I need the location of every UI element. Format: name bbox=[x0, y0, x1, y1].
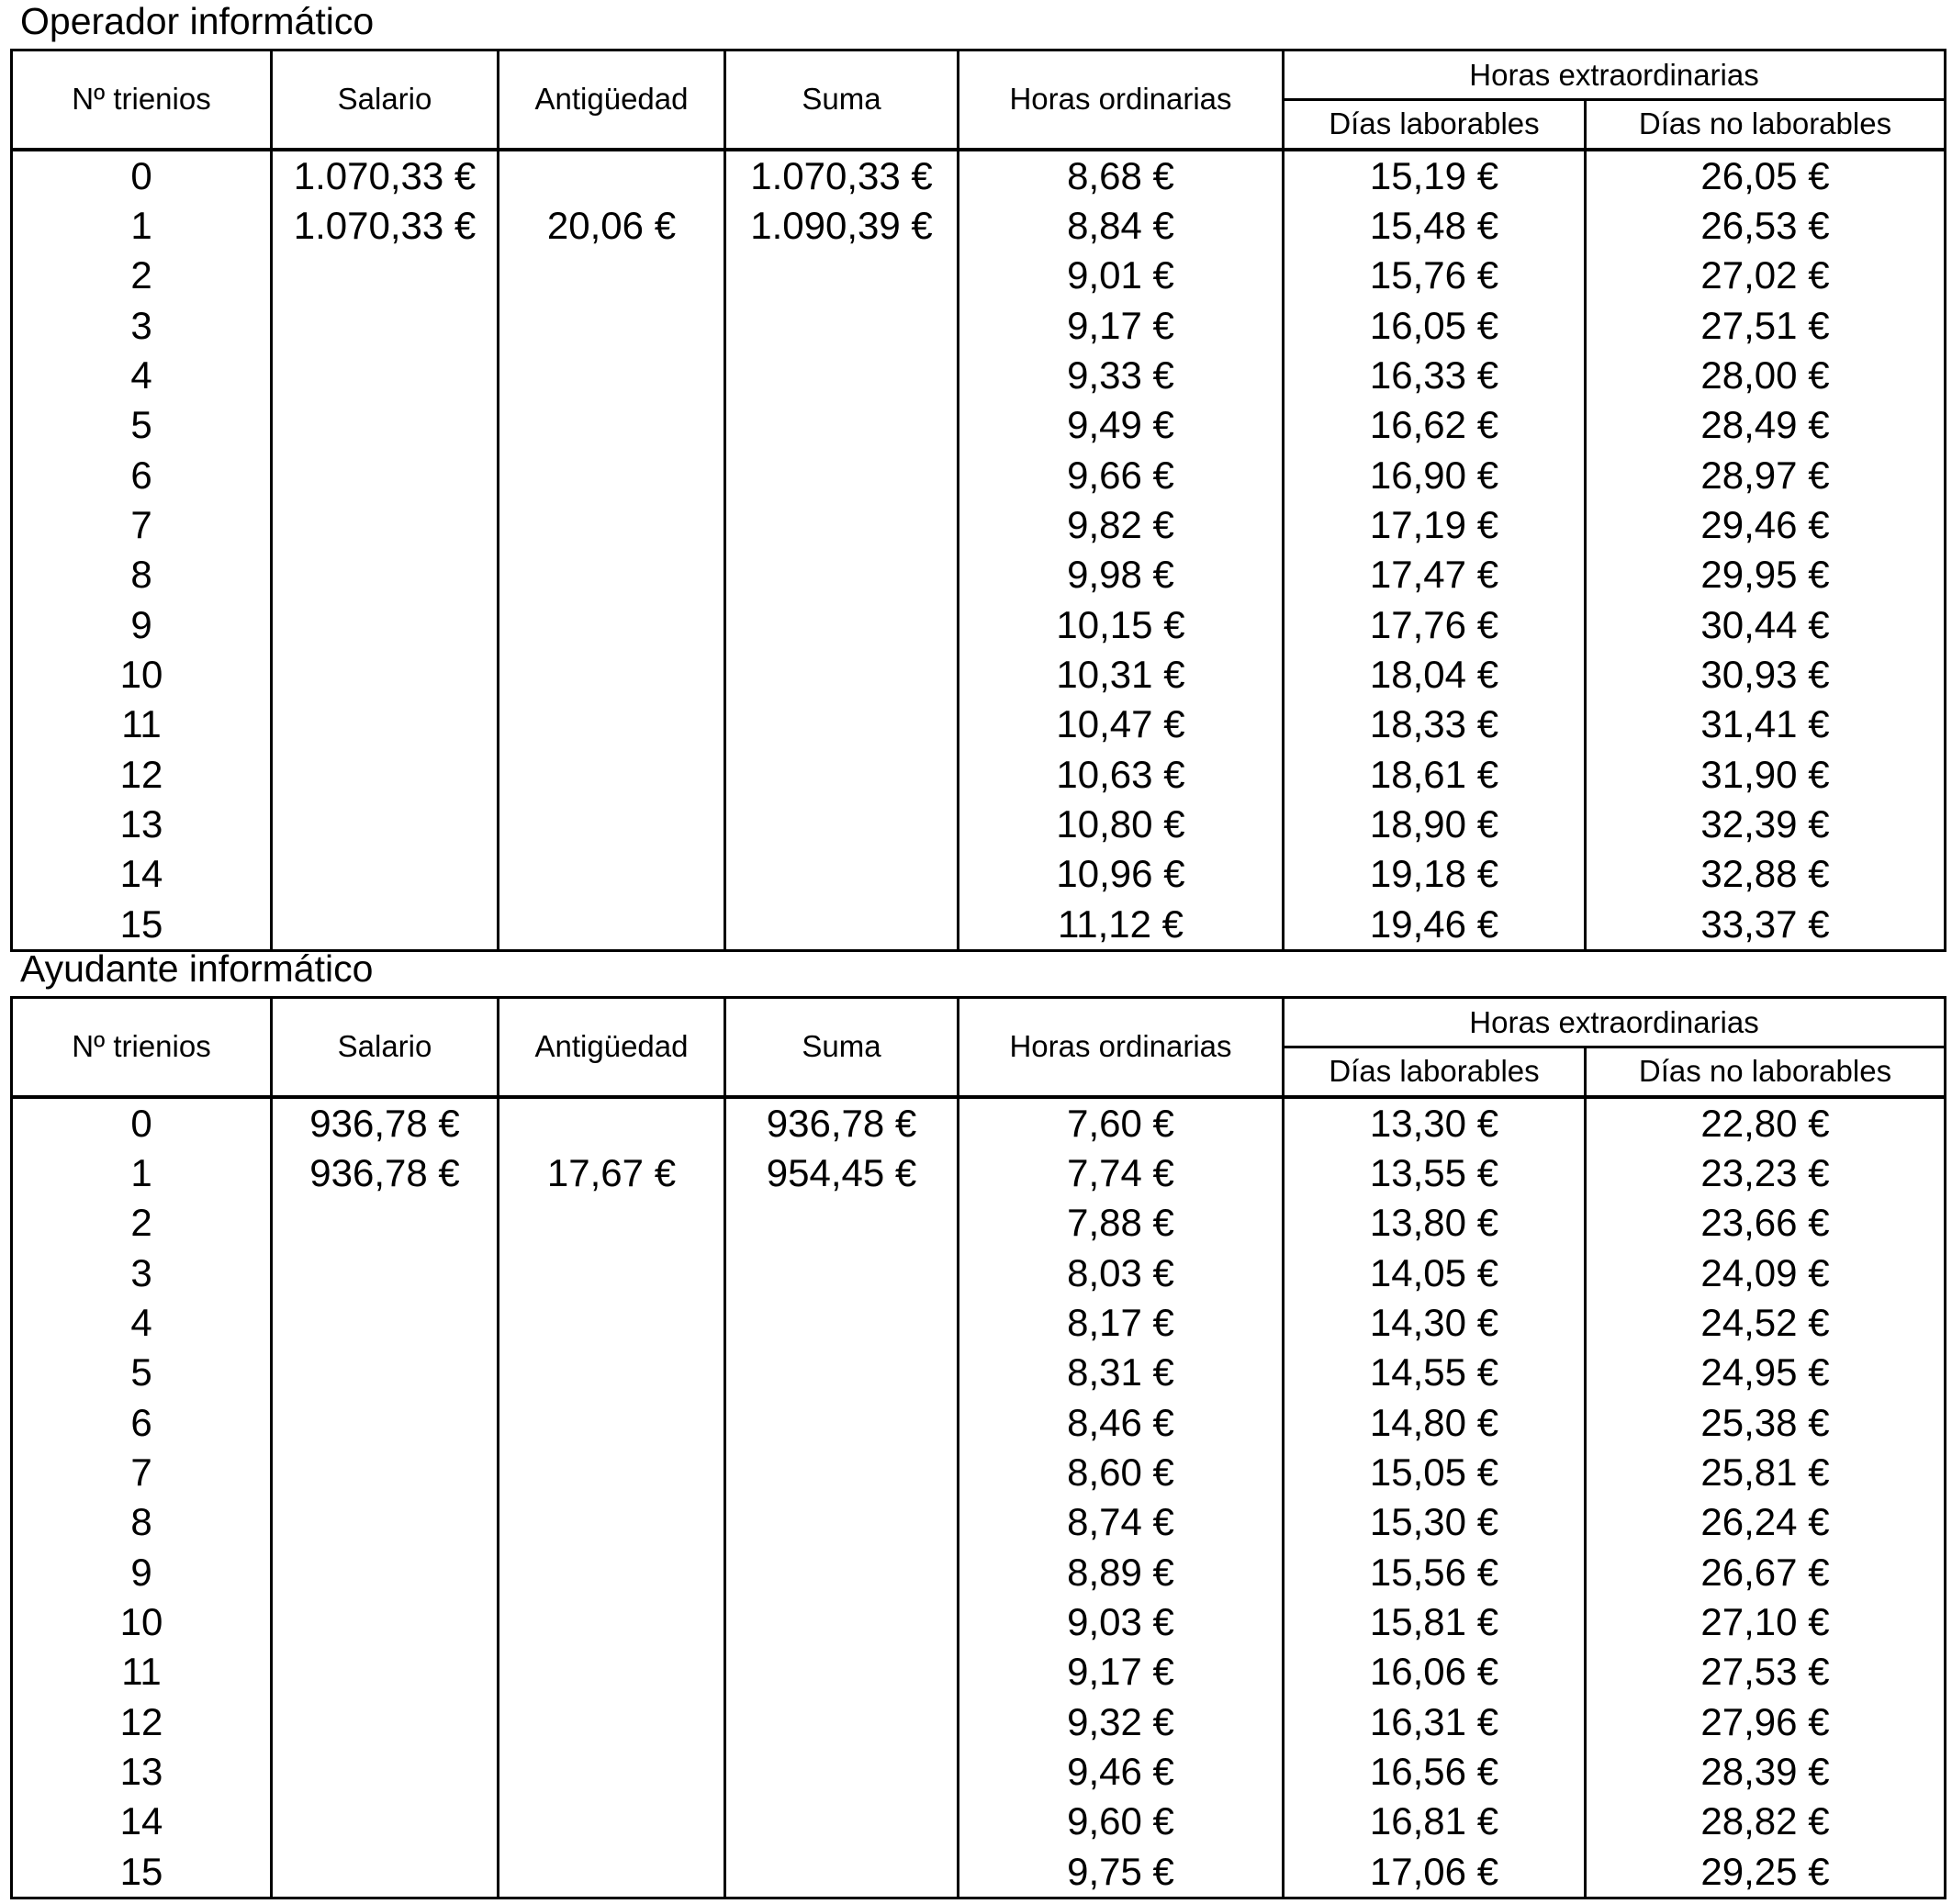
table-row bbox=[12, 351, 1946, 400]
dias-no-laborables-cell: 30,44 € bbox=[1586, 600, 1946, 650]
antiguedad-cell bbox=[499, 550, 725, 599]
suma-cell: 954,45 € bbox=[725, 1148, 959, 1198]
trienios-cell: 4 bbox=[12, 351, 272, 400]
horas-ordinarias-cell: 9,82 € bbox=[959, 500, 1284, 550]
table-row bbox=[12, 400, 1946, 450]
operador-salary-table bbox=[10, 49, 1946, 952]
dias-no-laborables-cell: 27,02 € bbox=[1586, 251, 1946, 300]
antiguedad-cell bbox=[499, 800, 725, 849]
suma-cell bbox=[725, 800, 959, 849]
dias-laborables-cell: 19,46 € bbox=[1284, 900, 1586, 951]
suma-cell bbox=[725, 351, 959, 400]
trienios-cell: 13 bbox=[12, 1747, 272, 1797]
salario-cell bbox=[272, 301, 499, 351]
horas-ordinarias-cell: 9,33 € bbox=[959, 351, 1284, 400]
salario-cell bbox=[272, 251, 499, 300]
section-title-operador: Operador informático bbox=[20, 0, 375, 42]
dias-no-laborables-cell: 24,95 € bbox=[1586, 1348, 1946, 1397]
dias-no-laborables-cell: 27,10 € bbox=[1586, 1597, 1946, 1647]
salario-cell bbox=[272, 1597, 499, 1647]
salario-cell bbox=[272, 1847, 499, 1898]
salario-cell bbox=[272, 1448, 499, 1497]
salario-cell bbox=[272, 1797, 499, 1846]
dias-no-laborables-cell: 29,46 € bbox=[1586, 500, 1946, 550]
trienios-cell: 13 bbox=[12, 800, 272, 849]
dias-no-laborables-cell: 27,53 € bbox=[1586, 1647, 1946, 1697]
antiguedad-cell bbox=[499, 400, 725, 450]
trienios-cell: 14 bbox=[12, 849, 272, 899]
horas-ordinarias-cell: 8,03 € bbox=[959, 1249, 1284, 1298]
dias-no-laborables-cell: 28,00 € bbox=[1586, 351, 1946, 400]
suma-cell bbox=[725, 1548, 959, 1597]
dias-laborables-cell: 13,30 € bbox=[1284, 1097, 1586, 1148]
horas-ordinarias-cell: 9,49 € bbox=[959, 400, 1284, 450]
antiguedad-cell bbox=[499, 251, 725, 300]
trienios-cell: 8 bbox=[12, 1497, 272, 1547]
antiguedad-cell bbox=[499, 600, 725, 650]
trienios-cell: 8 bbox=[12, 550, 272, 599]
salario-cell bbox=[272, 900, 499, 951]
trienios-cell: 0 bbox=[12, 150, 272, 201]
header-horas-extraordinarias: Horas extraordinarias bbox=[1284, 50, 1946, 100]
suma-cell bbox=[725, 1249, 959, 1298]
dias-no-laborables-cell: 25,81 € bbox=[1586, 1448, 1946, 1497]
dias-laborables-cell: 14,30 € bbox=[1284, 1298, 1586, 1348]
header-dias-no-laborables: Días no laborables bbox=[1586, 1047, 1946, 1097]
header-antiguedad: Antigüedad bbox=[499, 50, 725, 150]
horas-ordinarias-cell: 11,12 € bbox=[959, 900, 1284, 951]
table-row bbox=[12, 750, 1946, 800]
suma-cell bbox=[725, 750, 959, 800]
header-horas-ordinarias: Horas ordinarias bbox=[959, 50, 1284, 150]
antiguedad-cell bbox=[499, 1348, 725, 1397]
dias-laborables-cell: 15,48 € bbox=[1284, 201, 1586, 251]
dias-no-laborables-cell: 32,39 € bbox=[1586, 800, 1946, 849]
table-row bbox=[12, 1198, 1946, 1248]
dias-laborables-cell: 16,33 € bbox=[1284, 351, 1586, 400]
suma-cell bbox=[725, 1198, 959, 1248]
horas-ordinarias-cell: 8,31 € bbox=[959, 1348, 1284, 1397]
table-row bbox=[12, 1148, 1946, 1198]
ayudante-salary-table bbox=[10, 996, 1946, 1899]
dias-no-laborables-cell: 26,67 € bbox=[1586, 1548, 1946, 1597]
header-suma: Suma bbox=[725, 50, 959, 150]
table-row bbox=[12, 251, 1946, 300]
table-row bbox=[12, 900, 1946, 951]
antiguedad-cell bbox=[499, 1497, 725, 1547]
trienios-cell: 2 bbox=[12, 251, 272, 300]
horas-ordinarias-cell: 8,60 € bbox=[959, 1448, 1284, 1497]
table-row bbox=[12, 849, 1946, 899]
trienios-cell: 7 bbox=[12, 500, 272, 550]
dias-laborables-cell: 18,90 € bbox=[1284, 800, 1586, 849]
dias-laborables-cell: 13,55 € bbox=[1284, 1148, 1586, 1198]
salario-cell: 936,78 € bbox=[272, 1097, 499, 1148]
table-row bbox=[12, 150, 1946, 201]
antiguedad-cell bbox=[499, 351, 725, 400]
suma-cell bbox=[725, 650, 959, 700]
dias-no-laborables-cell: 24,09 € bbox=[1586, 1249, 1946, 1298]
trienios-cell: 15 bbox=[12, 1847, 272, 1898]
trienios-cell: 12 bbox=[12, 1697, 272, 1747]
suma-cell bbox=[725, 1647, 959, 1697]
antiguedad-cell bbox=[499, 1298, 725, 1348]
horas-ordinarias-cell: 9,75 € bbox=[959, 1847, 1284, 1898]
trienios-cell: 1 bbox=[12, 1148, 272, 1198]
salario-cell: 1.070,33 € bbox=[272, 150, 499, 201]
antiguedad-cell bbox=[499, 150, 725, 201]
salario-cell bbox=[272, 1548, 499, 1597]
table-row bbox=[12, 301, 1946, 351]
dias-laborables-cell: 19,18 € bbox=[1284, 849, 1586, 899]
trienios-cell: 15 bbox=[12, 900, 272, 951]
salario-cell bbox=[272, 800, 499, 849]
antiguedad-cell bbox=[499, 1097, 725, 1148]
horas-ordinarias-cell: 9,32 € bbox=[959, 1697, 1284, 1747]
dias-laborables-cell: 17,47 € bbox=[1284, 550, 1586, 599]
antiguedad-cell bbox=[499, 1847, 725, 1898]
trienios-cell: 10 bbox=[12, 650, 272, 700]
header-trienios: Nº trienios bbox=[12, 998, 272, 1097]
dias-laborables-cell: 16,05 € bbox=[1284, 301, 1586, 351]
suma-cell bbox=[725, 700, 959, 749]
table-row bbox=[12, 1497, 1946, 1547]
suma-cell bbox=[725, 1398, 959, 1448]
antiguedad-cell bbox=[499, 1597, 725, 1647]
table-row bbox=[12, 1697, 1946, 1747]
dias-laborables-cell: 16,06 € bbox=[1284, 1647, 1586, 1697]
trienios-cell: 11 bbox=[12, 1647, 272, 1697]
header-dias-laborables: Días laborables bbox=[1284, 1047, 1586, 1097]
antiguedad-cell bbox=[499, 451, 725, 500]
trienios-cell: 7 bbox=[12, 1448, 272, 1497]
dias-laborables-cell: 18,04 € bbox=[1284, 650, 1586, 700]
salario-cell: 1.070,33 € bbox=[272, 201, 499, 251]
horas-ordinarias-cell: 7,60 € bbox=[959, 1097, 1284, 1148]
dias-no-laborables-cell: 22,80 € bbox=[1586, 1097, 1946, 1148]
suma-cell: 1.070,33 € bbox=[725, 150, 959, 201]
table-row bbox=[12, 1797, 1946, 1846]
antiguedad-cell bbox=[499, 750, 725, 800]
table-row bbox=[12, 500, 1946, 550]
salario-cell bbox=[272, 351, 499, 400]
suma-cell bbox=[725, 1797, 959, 1846]
horas-ordinarias-cell: 8,46 € bbox=[959, 1398, 1284, 1448]
trienios-cell: 2 bbox=[12, 1198, 272, 1248]
suma-cell bbox=[725, 1348, 959, 1397]
dias-no-laborables-cell: 28,82 € bbox=[1586, 1797, 1946, 1846]
dias-no-laborables-cell: 26,24 € bbox=[1586, 1497, 1946, 1547]
antiguedad-cell bbox=[499, 1198, 725, 1248]
trienios-cell: 6 bbox=[12, 451, 272, 500]
horas-ordinarias-cell: 9,98 € bbox=[959, 550, 1284, 599]
dias-no-laborables-cell: 28,97 € bbox=[1586, 451, 1946, 500]
trienios-cell: 4 bbox=[12, 1298, 272, 1348]
dias-laborables-cell: 18,61 € bbox=[1284, 750, 1586, 800]
dias-no-laborables-cell: 31,90 € bbox=[1586, 750, 1946, 800]
dias-laborables-cell: 16,62 € bbox=[1284, 400, 1586, 450]
dias-no-laborables-cell: 29,25 € bbox=[1586, 1847, 1946, 1898]
horas-ordinarias-cell: 9,17 € bbox=[959, 1647, 1284, 1697]
dias-laborables-cell: 14,80 € bbox=[1284, 1398, 1586, 1448]
suma-cell bbox=[725, 600, 959, 650]
horas-ordinarias-cell: 9,01 € bbox=[959, 251, 1284, 300]
suma-cell bbox=[725, 500, 959, 550]
header-horas-extraordinarias: Horas extraordinarias bbox=[1284, 998, 1946, 1047]
dias-no-laborables-cell: 31,41 € bbox=[1586, 700, 1946, 749]
salario-cell bbox=[272, 600, 499, 650]
suma-cell bbox=[725, 1298, 959, 1348]
dias-no-laborables-cell: 25,38 € bbox=[1586, 1398, 1946, 1448]
dias-no-laborables-cell: 32,88 € bbox=[1586, 849, 1946, 899]
table-row bbox=[12, 1548, 1946, 1597]
suma-cell bbox=[725, 1448, 959, 1497]
table-row bbox=[12, 1398, 1946, 1448]
antiguedad-cell bbox=[499, 849, 725, 899]
antiguedad-cell bbox=[499, 700, 725, 749]
antiguedad-cell bbox=[499, 1697, 725, 1747]
antiguedad-cell bbox=[499, 1797, 725, 1846]
suma-cell bbox=[725, 1697, 959, 1747]
suma-cell bbox=[725, 1497, 959, 1547]
dias-laborables-cell: 18,33 € bbox=[1284, 700, 1586, 749]
header-horas-ordinarias: Horas ordinarias bbox=[959, 998, 1284, 1097]
table-row bbox=[12, 1448, 1946, 1497]
antiguedad-cell bbox=[499, 1398, 725, 1448]
section-title-ayudante: Ayudante informático bbox=[20, 947, 374, 990]
horas-ordinarias-cell: 10,63 € bbox=[959, 750, 1284, 800]
antiguedad-cell: 20,06 € bbox=[499, 201, 725, 251]
dias-laborables-cell: 16,81 € bbox=[1284, 1797, 1586, 1846]
dias-no-laborables-cell: 28,49 € bbox=[1586, 400, 1946, 450]
dias-laborables-cell: 15,81 € bbox=[1284, 1597, 1586, 1647]
dias-laborables-cell: 15,05 € bbox=[1284, 1448, 1586, 1497]
horas-ordinarias-cell: 7,74 € bbox=[959, 1148, 1284, 1198]
table-row bbox=[12, 1298, 1946, 1348]
header-suma: Suma bbox=[725, 998, 959, 1097]
horas-ordinarias-cell: 8,74 € bbox=[959, 1497, 1284, 1547]
horas-ordinarias-cell: 8,17 € bbox=[959, 1298, 1284, 1348]
dias-no-laborables-cell: 24,52 € bbox=[1586, 1298, 1946, 1348]
trienios-cell: 1 bbox=[12, 201, 272, 251]
antiguedad-cell bbox=[499, 301, 725, 351]
suma-cell bbox=[725, 849, 959, 899]
dias-no-laborables-cell: 26,05 € bbox=[1586, 150, 1946, 201]
horas-ordinarias-cell: 10,80 € bbox=[959, 800, 1284, 849]
salario-cell bbox=[272, 650, 499, 700]
dias-laborables-cell: 13,80 € bbox=[1284, 1198, 1586, 1248]
salario-cell bbox=[272, 1747, 499, 1797]
trienios-cell: 9 bbox=[12, 1548, 272, 1597]
horas-ordinarias-cell: 9,60 € bbox=[959, 1797, 1284, 1846]
trienios-cell: 14 bbox=[12, 1797, 272, 1846]
salario-cell bbox=[272, 849, 499, 899]
salario-cell bbox=[272, 1249, 499, 1298]
table-row bbox=[12, 1747, 1946, 1797]
antiguedad-cell bbox=[499, 900, 725, 951]
suma-cell bbox=[725, 1847, 959, 1898]
trienios-cell: 0 bbox=[12, 1097, 272, 1148]
antiguedad-cell bbox=[499, 1448, 725, 1497]
header-dias-laborables: Días laborables bbox=[1284, 100, 1586, 150]
horas-ordinarias-cell: 9,66 € bbox=[959, 451, 1284, 500]
antiguedad-cell bbox=[499, 650, 725, 700]
horas-ordinarias-cell: 10,47 € bbox=[959, 700, 1284, 749]
suma-cell bbox=[725, 900, 959, 951]
salario-cell bbox=[272, 1497, 499, 1547]
dias-no-laborables-cell: 23,23 € bbox=[1586, 1148, 1946, 1198]
dias-no-laborables-cell: 27,96 € bbox=[1586, 1697, 1946, 1747]
dias-laborables-cell: 15,19 € bbox=[1284, 150, 1586, 201]
suma-cell bbox=[725, 400, 959, 450]
salario-cell bbox=[272, 700, 499, 749]
table-row bbox=[12, 800, 1946, 849]
salario-cell bbox=[272, 750, 499, 800]
dias-no-laborables-cell: 33,37 € bbox=[1586, 900, 1946, 951]
antiguedad-cell bbox=[499, 500, 725, 550]
dias-no-laborables-cell: 30,93 € bbox=[1586, 650, 1946, 700]
salario-cell bbox=[272, 550, 499, 599]
trienios-cell: 5 bbox=[12, 400, 272, 450]
dias-laborables-cell: 15,56 € bbox=[1284, 1548, 1586, 1597]
dias-no-laborables-cell: 26,53 € bbox=[1586, 201, 1946, 251]
trienios-cell: 10 bbox=[12, 1597, 272, 1647]
table-row bbox=[12, 1597, 1946, 1647]
salario-cell bbox=[272, 451, 499, 500]
header-salario: Salario bbox=[272, 50, 499, 150]
horas-ordinarias-cell: 9,17 € bbox=[959, 301, 1284, 351]
trienios-cell: 3 bbox=[12, 1249, 272, 1298]
dias-no-laborables-cell: 29,95 € bbox=[1586, 550, 1946, 599]
table-row bbox=[12, 1249, 1946, 1298]
antiguedad-cell bbox=[499, 1747, 725, 1797]
horas-ordinarias-cell: 9,46 € bbox=[959, 1747, 1284, 1797]
salario-cell bbox=[272, 1198, 499, 1248]
table-row bbox=[12, 550, 1946, 599]
trienios-cell: 6 bbox=[12, 1398, 272, 1448]
horas-ordinarias-cell: 10,31 € bbox=[959, 650, 1284, 700]
suma-cell: 1.090,39 € bbox=[725, 201, 959, 251]
antiguedad-cell bbox=[499, 1249, 725, 1298]
dias-laborables-cell: 17,06 € bbox=[1284, 1847, 1586, 1898]
dias-laborables-cell: 16,90 € bbox=[1284, 451, 1586, 500]
antiguedad-cell bbox=[499, 1647, 725, 1697]
header-trienios: Nº trienios bbox=[12, 50, 272, 150]
dias-no-laborables-cell: 28,39 € bbox=[1586, 1747, 1946, 1797]
table-row bbox=[12, 1647, 1946, 1697]
suma-cell bbox=[725, 301, 959, 351]
dias-laborables-cell: 14,55 € bbox=[1284, 1348, 1586, 1397]
trienios-cell: 5 bbox=[12, 1348, 272, 1397]
salario-cell bbox=[272, 1647, 499, 1697]
suma-cell bbox=[725, 1597, 959, 1647]
header-salario: Salario bbox=[272, 998, 499, 1097]
table-row bbox=[12, 1847, 1946, 1898]
table-row bbox=[12, 1348, 1946, 1397]
horas-ordinarias-cell: 8,68 € bbox=[959, 150, 1284, 201]
trienios-cell: 11 bbox=[12, 700, 272, 749]
table-row bbox=[12, 700, 1946, 749]
trienios-cell: 9 bbox=[12, 600, 272, 650]
dias-laborables-cell: 14,05 € bbox=[1284, 1249, 1586, 1298]
dias-laborables-cell: 17,19 € bbox=[1284, 500, 1586, 550]
suma-cell bbox=[725, 251, 959, 300]
horas-ordinarias-cell: 9,03 € bbox=[959, 1597, 1284, 1647]
table-row bbox=[12, 650, 1946, 700]
suma-cell bbox=[725, 550, 959, 599]
header-dias-no-laborables: Días no laborables bbox=[1586, 100, 1946, 150]
salario-cell bbox=[272, 500, 499, 550]
salario-cell bbox=[272, 400, 499, 450]
dias-no-laborables-cell: 27,51 € bbox=[1586, 301, 1946, 351]
horas-ordinarias-cell: 10,15 € bbox=[959, 600, 1284, 650]
horas-ordinarias-cell: 10,96 € bbox=[959, 849, 1284, 899]
dias-no-laborables-cell: 23,66 € bbox=[1586, 1198, 1946, 1248]
salario-cell bbox=[272, 1398, 499, 1448]
trienios-cell: 3 bbox=[12, 301, 272, 351]
salario-cell bbox=[272, 1697, 499, 1747]
dias-laborables-cell: 17,76 € bbox=[1284, 600, 1586, 650]
dias-laborables-cell: 15,76 € bbox=[1284, 251, 1586, 300]
dias-laborables-cell: 16,31 € bbox=[1284, 1697, 1586, 1747]
salario-cell bbox=[272, 1298, 499, 1348]
salario-cell bbox=[272, 1348, 499, 1397]
suma-cell bbox=[725, 451, 959, 500]
horas-ordinarias-cell: 8,84 € bbox=[959, 201, 1284, 251]
suma-cell bbox=[725, 1747, 959, 1797]
header-antiguedad: Antigüedad bbox=[499, 998, 725, 1097]
table-row bbox=[12, 451, 1946, 500]
antiguedad-cell: 17,67 € bbox=[499, 1148, 725, 1198]
suma-cell: 936,78 € bbox=[725, 1097, 959, 1148]
table-row bbox=[12, 201, 1946, 251]
dias-laborables-cell: 16,56 € bbox=[1284, 1747, 1586, 1797]
dias-laborables-cell: 15,30 € bbox=[1284, 1497, 1586, 1547]
horas-ordinarias-cell: 7,88 € bbox=[959, 1198, 1284, 1248]
trienios-cell: 12 bbox=[12, 750, 272, 800]
salario-cell: 936,78 € bbox=[272, 1148, 499, 1198]
table-row bbox=[12, 600, 1946, 650]
horas-ordinarias-cell: 8,89 € bbox=[959, 1548, 1284, 1597]
table-row bbox=[12, 1097, 1946, 1148]
antiguedad-cell bbox=[499, 1548, 725, 1597]
